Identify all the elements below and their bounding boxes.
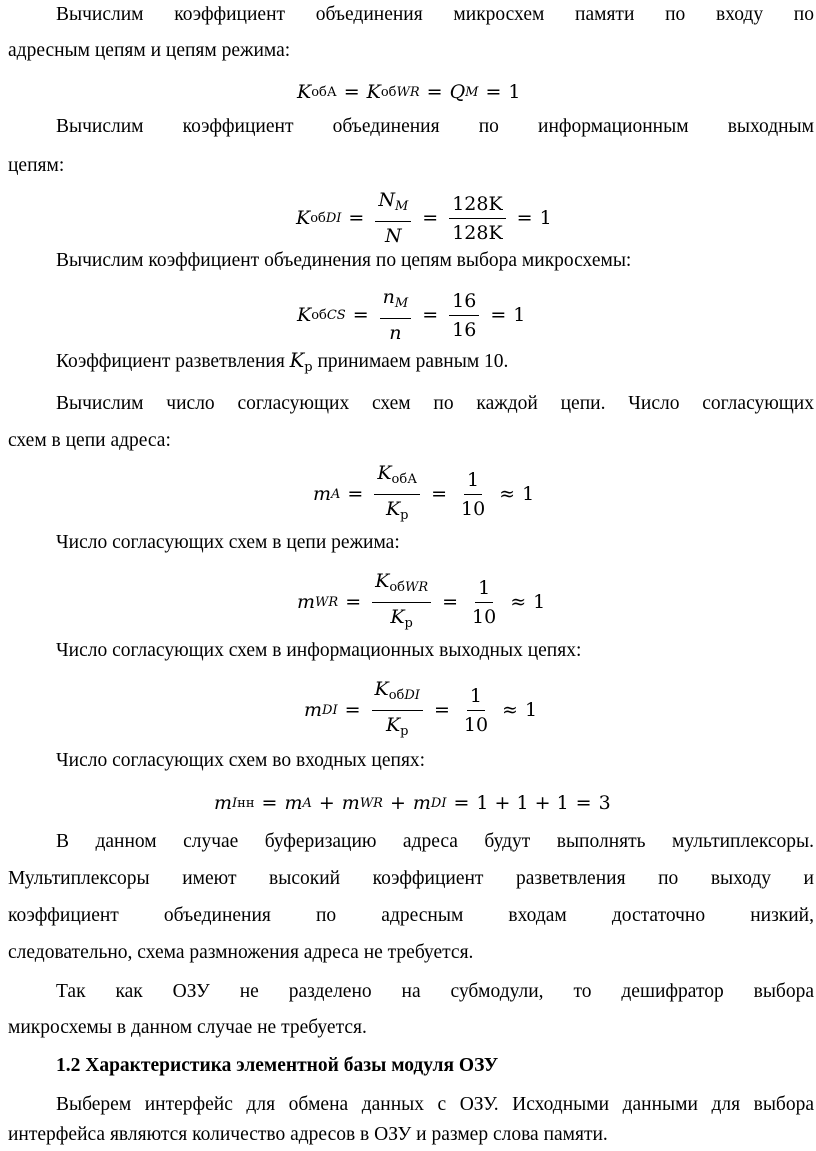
paragraph-line: микросхемы в данном случае не требуется. bbox=[8, 1017, 367, 1038]
formula-m-wr: m WR = $\frac{K_{обWR}}{K_р}$ = $\frac{1}{10}$ ≈ 1 bbox=[297, 569, 546, 631]
paragraph-line: Выберем интерфейс для обмена данных с ОЗУ. Исходными данными для выбора bbox=[56, 1094, 814, 1115]
paragraph-line: цепям: bbox=[8, 155, 65, 176]
formula-k-ob-di: K обDI = $\frac{N_M}{N}$ = $\frac{128K}{128K}$ = 1 bbox=[296, 189, 552, 247]
paragraph-line: интерфейса являются количество адресов в ОЗУ и размер слова памяти. bbox=[8, 1124, 608, 1145]
formula-m-a: m A = $\frac{K_{обА}}{K_р}$ = $\frac{1}{10}$ ≈ 1 bbox=[313, 461, 535, 523]
paragraph-line: следовательно, схема размножения адреса не требуется. bbox=[8, 942, 474, 963]
formula-m-di: m DI = $\frac{K_{обDI}}{K_р}$ = $\frac{1}{10}$ ≈ 1 bbox=[304, 677, 538, 739]
paragraph-line: Вычислим коэффициент объединения микросхем памяти по входу по bbox=[56, 4, 814, 25]
formula-k-ob-cs: K обCS = $\frac{n_M}{n}$ = $\frac{16}{16}$ = 1 bbox=[297, 286, 526, 344]
paragraph-line: схем в цепи адреса: bbox=[8, 430, 171, 451]
paragraph-line: Коэффициент разветвления $K_р$ принимаем равным 10. bbox=[56, 349, 509, 375]
paragraph-line: Вычислим коэффициент объединения по цепям выбора микросхемы: bbox=[56, 250, 632, 271]
paragraph-line: коэффициент объединения по адресным входам достаточно низкий, bbox=[8, 905, 814, 926]
paragraph-line: Число согласующих схем в цепи режима: bbox=[56, 532, 400, 553]
paragraph-line: В данном случае буферизацию адреса будут выполнять мультиплексоры. bbox=[56, 831, 814, 852]
paragraph-line: Вычислим число согласующих схем по каждой цепи. Число согласующих bbox=[56, 393, 814, 414]
formula-m-inn: m Iнн = m A + m WR + m DI = 1 + 1 + 1 = 3 bbox=[214, 792, 611, 814]
paragraph-line: Вычислим коэффициент объединения по информационным выходным bbox=[56, 116, 814, 137]
paragraph-line: Так как ОЗУ не разделено на субмодули, то дешифратор выбора bbox=[56, 981, 814, 1002]
formula-k-ob-a: K обА = K обWR = Q M = 1 bbox=[297, 81, 521, 103]
paragraph-line: Число согласующих схем во входных цепях: bbox=[56, 750, 426, 771]
paragraph-line: Мультиплексоры имеют высокий коэффициент разветвления по выходу и bbox=[8, 868, 814, 889]
section-heading: 1.2 Характеристика элементной базы модуля ОЗУ bbox=[56, 1055, 499, 1076]
paragraph-line: Число согласующих схем в информационных выходных цепях: bbox=[56, 640, 582, 661]
paragraph-line: адресным цепям и цепям режима: bbox=[8, 40, 291, 61]
